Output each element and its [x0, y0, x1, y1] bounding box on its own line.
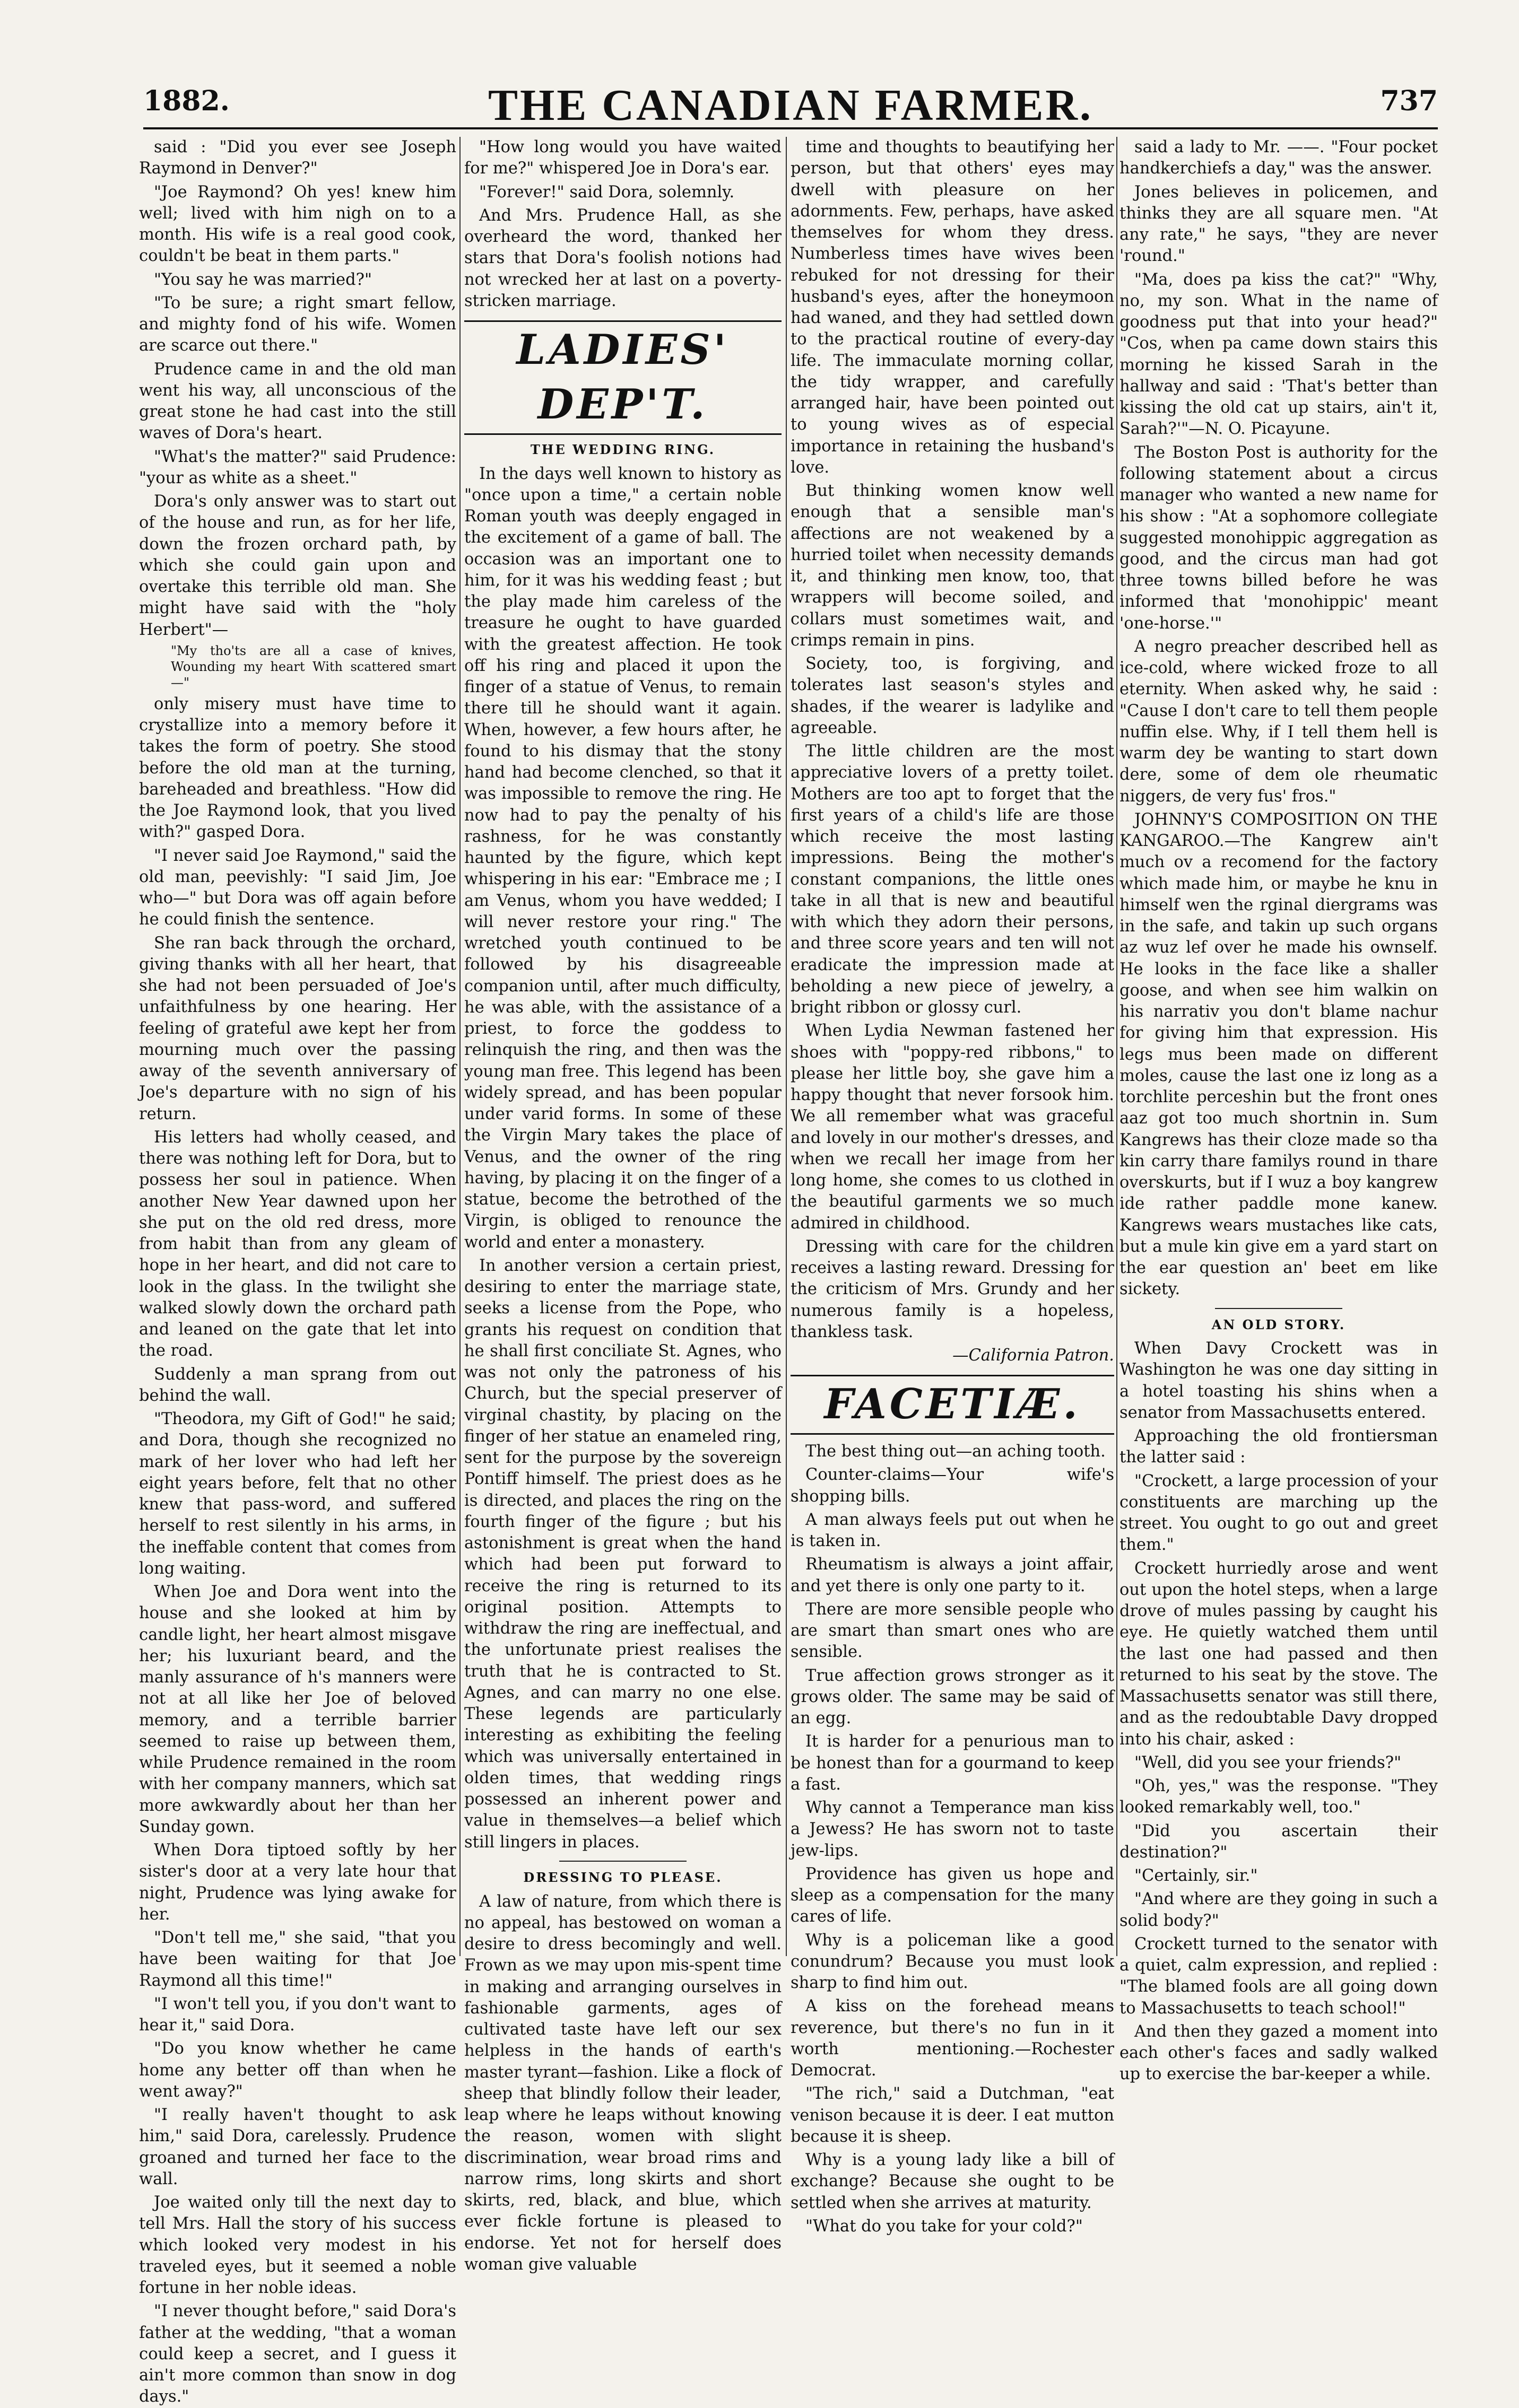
page-number: 737 [1380, 85, 1438, 117]
story-conclusion [464, 137, 782, 312]
column-3 [791, 137, 1114, 2236]
paragraph: "How long would you have waited for me?" whispered Joe in Dora's ear. [464, 138, 782, 178]
paragraph: When Dora tiptoed softly by her sister's door at a very late hour that night, Prudence was lying awake for her. [139, 1841, 456, 1924]
paragraph: A law of nature, from which there is no appeal, has bestowed on woman a desire to dress becomingly and well. Frown as we may upon mis-spent time in making and arranging ourselves in fashionable garments, ages of cultivated taste have left our sex helpless in the hands of earth's master tyrant—fashion. Like a flock of sheep that blindly follow their leader, leap where he leaps without knowing the reason, women with slight discrimination, wear broad rims and narrow rims, long skirts and short skirts, red, black, and blue, which ever fickle fortune is pleased to endorse. Yet not for herself does woman give valuable [464, 1892, 782, 2274]
paragraph: She ran back through the orchard, giving thanks with all her heart, that she had not been persuaded of Joe's unfaithfulness by one hearing. Her feeling of grateful awe kept her from mourning much over the passing away of the seventh anniversary of Joe's departure with no sign of his return. [139, 933, 456, 1123]
section-divider [1215, 1308, 1342, 1309]
paragraph: Why is a policeman like a good conundrum? Because you must look sharp to find him out. [791, 1931, 1114, 1993]
facetiae-list [791, 1441, 1114, 2237]
dressing-heading: DRESSING TO PLEASE. [523, 1869, 723, 1885]
paragraph: "To be sure; a right smart fellow, and mighty fond of his wife. Women are scarce out there." [139, 293, 456, 355]
paragraph: Prudence came in and the old man went his way, all unconscious of the great stone he had cast into the still waves of Dora's heart. [139, 360, 456, 443]
paragraph: And then they gazed a moment into each other's faces and sadly walked up to exercise the bar-keeper a while. [1119, 2022, 1438, 2084]
paragraph: "Joe Raymond? Oh yes! knew him well; lived with him nigh on to a month. His wife is a real good cook, couldn't be beat in them parts." [139, 182, 456, 266]
column-rule [1116, 137, 1117, 1956]
paragraph: His letters had wholly ceased, and there was nothing left for Dora, but to possess her soul in patience. When another New Year dawned upon her she put on the old red dress, more from habit than from any gleam of hope in her heart, and did not care to look in the glass. In the twilight she walked slowly down the orchard path and leaned on the gate that let into the road. [139, 1128, 456, 1360]
paragraph: "The rich," said a Dutchman, "eat venison because it is deer. I eat mutton because it is sheep. [791, 2084, 1114, 2146]
facetiae-heading: FACETIÆ. [791, 1375, 1114, 1435]
masthead-year: 1882. [143, 85, 230, 117]
paragraph: When Joe and Dora went into the house and she looked at him by candle light, her heart almost misgave her; his luxuriant beard, and the manly assurance of h's manners were not at all like her Joe of beloved memory, and a terrible barrier seemed to raise up between them, while Prudence remained in the room with her company manners, which sat more awkwardly about her than her Sunday gown. [139, 1583, 456, 1836]
paragraph: Jones believes in policemen, and thinks they are all square men. "At any rate," he says, "they are never 'round." [1119, 182, 1438, 266]
section-divider [559, 1861, 686, 1862]
paragraph: said : "Did you ever see Joseph Raymond in Denver?" [139, 138, 456, 178]
wedding-ring-heading: THE WEDDING RING. [530, 441, 716, 457]
ladies-dept-heading: LADIES' DEP'T. [464, 320, 782, 435]
paragraph: Approaching the old frontiersman the latter said : [1119, 1427, 1438, 1467]
paragraph: only misery must have time to crystallize into a memory before it takes the form of poetry. She stood before the old man at the turning, bareheaded and breathless. "How did the Joe Raymond look, that you lived with?" gasped Dora. [139, 694, 456, 842]
paragraph: "I never said Joe Raymond," said the old man, peevishly: "I said Jim, Joe who—" but Dora was off again before he could finish the sentence. [139, 846, 456, 929]
paragraph: When Davy Crockett was in Washington he was one day sitting in a hotel toasting his shins when a senator from Massachusetts entered. [1119, 1339, 1438, 1422]
paragraph: It is harder for a penurious man to be honest than for a gourmand to keep a fast. [791, 1732, 1114, 1794]
paragraph: In another version a certain priest, desiring to enter the marriage state, seeks a license from the Pope, who grants his request on condition that he shall first conciliate St. Agnes, who was not only the patroness of his Church, but the special preserver of virginal chastity, by placing on the finger of her statue an enameled ring, sent for the purpose by the sovereign Pontiff himself. The priest does as he is directed, and places the ring on the fourth finger of the figure ; but his astonishment is great when the hand which had been put forward to receive the ring is returned to its original position. Attempts to withdraw the ring are ineffectual, and the unfortunate priest realises the truth that he is contracted to St. Agnes, and can marry no one else. These legends are particularly interesting as exhibiting the feeling which was universally entertained in olden times, that wedding rings possessed an inherent power and value in themselves—a belief which still lingers in places. [464, 1256, 782, 1852]
paragraph: Why is a young lady like a bill of exchange? Because she ought to be settled when she arrives at maturity. [791, 2151, 1114, 2212]
paragraph: True affection grows stronger as it grows older. The same may be said of an egg. [791, 1666, 1114, 1728]
paragraph: "Oh, yes," was the response. "They looked remarkably well, too." [1119, 1777, 1438, 1817]
old-story-article [1119, 1338, 1438, 2086]
paragraph: "You say he was married?" [154, 270, 372, 289]
paragraph: Counter-claims—Your wife's shopping bills. [791, 1465, 1114, 1506]
jokes-list [1119, 137, 1438, 1301]
paragraph: "I never thought before," said Dora's father at the wedding, "that a woman could keep a secret, and I guess it ain't more common than snow in dog days." [139, 2302, 456, 2406]
paragraph: "Forever!" said Dora, solemnly. [479, 182, 735, 202]
paragraph: time and thoughts to beautifying her person, but that others' eyes may dwell with pleasure on her adornments. Few, perhaps, have asked themselves for whom they dress. Numberless times have wives been rebuked for not dressing for their husband's eyes, after the honeymoon had waned, and they had settled down to the practical routine of every-day life. The immaculate morning collar, the tidy wrapper, and carefully arranged hair, have been pointed out to young wives as of especial importance in retaining the husband's love. [791, 138, 1114, 477]
paragraph: "Well, did you see your friends?" [1134, 1753, 1402, 1772]
wedding-ring-article [464, 464, 782, 1853]
column-1 [139, 137, 456, 2406]
paragraph: Joe waited only till the next day to tell Mrs. Hall the story of his success which looked very modest in his traveled eyes, but it seemed a noble fortune in her noble ideas. [139, 2193, 456, 2297]
paragraph: A negro preacher described hell as ice-cold, where wicked froze to all eternity. When asked why, he said : "Cause I don't care to tell them people nuffin else. Why, if I tell them hell is warm dey be wanting to start down dere, some of dem ole rheumatic niggers, de very fus' fros." [1119, 637, 1438, 806]
paragraph: "What do you take for your cold?" [805, 2217, 1083, 2236]
paragraph: JOHNNY'S COMPOSITION ON THE KANGAROO.—The Kangrew ain't much ov a recomend for the factory which made him, or maybe he knu in himself wen the rginal diergrams was in the safe, and takin up such organs az wuz lef over he made his ownself. He looks in the face like a shaller goose, and when see him walkin on his narrativ you don't blame nachur for giving him that expression. His legs mus been made on different moles, cause the last one iz long as a torchlite perceshin but the front ones aaz got too much shortnin in. Sum Kangrews has their cloze made so tha kin carry thare familys round in thare overskurts, but if I wuz a boy kangrew ide rather paddle mone kanew. Kangrews wears mustaches like cats, but a mule kin give em a yard start on the ear question an' beet em like sickety. [1119, 810, 1438, 1299]
paragraph: The Boston Post is authority for the following statement about a circus manager who wanted a new name for his show : "At a sophomore collegiate suggested monohippic aggregation as good, and the circus man had got three towns billed before he was informed that 'monohippic' meant 'one-horse.'" [1119, 443, 1438, 633]
paragraph: "Certainly, sir." [1134, 1866, 1258, 1886]
paragraph: Dora's only answer was to start out of the house and run, as for her life, down the frozen orchard path, by which she could gain upon and overtake this terrible old man. She might have said with the "holy Herbert"— [139, 492, 456, 639]
dressing-article-continued [791, 137, 1114, 1343]
paragraph: "Don't tell me," she said, "that you have been waiting for that Joe Raymond all this time!" [139, 1929, 456, 1990]
source-credit: —California Patron. [952, 1346, 1114, 1365]
paragraph: A kiss on the forehead means reverence, but there's no fun in it worth mentioning.—Rochester Democrat. [791, 1997, 1114, 2080]
paragraph: The best thing out—an aching tooth. [805, 1442, 1106, 1461]
column-4 [1119, 137, 1438, 2084]
paragraph: And Mrs. Prudence Hall, as she overheard the word, thanked her stars that Dora's foolish notions had not wrecked her at last on a poverty-stricken marriage. [464, 206, 782, 310]
column-2 [464, 137, 782, 2274]
verse-quote: "My tho'ts are all a case of knives, Wounding my heart With scattered smart—" [171, 643, 456, 690]
paragraph: Rheumatism is always a joint affair, and yet there is only one party to it. [791, 1555, 1114, 1595]
column-rule [459, 137, 461, 1956]
paragraph: Suddenly a man sprang from out behind the wall. [139, 1365, 456, 1405]
paragraph: "Do you know whether he came home any better off than when he went away?" [139, 2039, 456, 2101]
paragraph: said a lady to Mr. ——. "Four pocket handkerchiefs a day," was the answer. [1119, 138, 1438, 178]
paragraph: "I really haven't thought to ask him," said Dora, carelessly. Prudence groaned and turned her face to the wall. [139, 2106, 456, 2188]
old-story-heading: AN OLD STORY. [1211, 1316, 1346, 1332]
paragraph: But thinking women know well enough that a sensible man's affections are not weakened by a hurried toilet when necessity demands it, and thinking men know, too, that wrappers will become soiled, and collars must sometimes wait, and crimps remain in pins. [791, 482, 1114, 650]
masthead-title: THE CANADIAN FARMER. [488, 81, 1093, 130]
paragraph: "Did you ascertain their destination?" [1119, 1821, 1438, 1862]
paragraph: Crockett hurriedly arose and went out upon the hotel steps, when a large drove of mules passing by caught his eye. He quietly watched them until the last one had passed and then returned to his seat by the stove. The Massachusetts senator was still there, and as the redoubtable Davy dropped into his chair, asked : [1119, 1559, 1438, 1749]
paragraph: There are more sensible people who are smart than smart ones who are sensible. [791, 1600, 1114, 1662]
paragraph: The little children are the most appreciative lovers of a pretty toilet. Mothers are too apt to forget that the first years of a child's life are those which receive the most lasting impressions. Being the mother's constant companions, the little ones take in all that is new and beautiful with which they adorn their persons, and three score years and ten will not eradicate the impression made at beholding a new piece of jewelry, a bright ribbon or glossy curl. [791, 742, 1114, 1017]
paragraph: "Theodora, my Gift of God!" he said; and Dora, though she recognized no mark of her lover who had left her eight years before, felt that no other knew that pass-word, and suffered herself to rest silently in his arms, in the ineffable content that comes from long waiting. [139, 1410, 456, 1578]
paragraph: In the days well known to history as "once upon a time," a certain noble Roman youth was deeply engaged in the excitement of a game of ball. The occasion was an important one to him, for it was his wedding feast ; but the play made him careless of the treasure he ought to have guarded with the greatest affection. He took off his ring and placed it upon the finger of a statue of Venus, to remain there till he should want it again. When, however, a few hours after, he found to his dismay that the stony hand had become clenched, so that it was impossible to remove the ring. He now had to pay the penalty of his rashness, for he was constantly haunted by the figure, which kept whispering in his ear: "Embrace me ; I am Venus, whom you have wedded; I will never restore your ring." The wretched youth continued to be followed by his disagreeable companion until, after much difficulty, he was able, with the assistance of a priest, to force the goddess to relinquish the ring, and then was the young man free. This legend has been widely spread, and has been popular under varid forms. In some of these the Virgin Mary takes the place of Venus, and the owner of the ring having, by placing it on the finger of a statue, become the betrothed of the Virgin, is obliged to renounce the world and enter a monastery. [464, 464, 782, 1252]
paragraph: Why cannot a Temperance man kiss a Jewess? He has sworn not to taste jew-lips. [791, 1799, 1114, 1860]
dressing-article [464, 1891, 782, 2276]
paragraph: A man always feels put out when he is taken in. [791, 1510, 1114, 1551]
masthead [143, 80, 1438, 129]
paragraph: Society, too, is forgiving, and tolerates last season's styles and shades, if the wearer is ladylike and agreeable. [791, 655, 1114, 737]
paragraph: "What's the matter?" said Prudence: "your as white as a sheet." [139, 447, 456, 487]
paragraph: When Lydia Newman fastened her shoes with "poppy-red ribbons," to please her little boy, she gave him a happy thought that never forsook him. We all remember what was graceful and lovely in our mother's dresses, and when we recall her image from her long home, she comes to us clothed in the beautiful garments we so much admired in childhood. [791, 1022, 1114, 1233]
column-rule [786, 137, 787, 1956]
paragraph: Providence has given us hope and sleep as a compensation for the many cares of life. [791, 1864, 1114, 1926]
paragraph: Crockett turned to the senator with a quiet, calm expression, and replied : "The blamed fools are all going down to Massachusetts to teach school!" [1119, 1934, 1438, 2018]
paragraph: "Ma, does pa kiss the cat?" "Why, no, my son. What in the name of goodness put that into your head?" "Cos, when pa came down stairs this morning he kissed Sarah in the hallway and said : 'That's better than kissing the old cat up stairs, ain't it, Sarah?'"—N. O. Picayune. [1119, 270, 1438, 439]
paragraph: Dressing with care for the children receives a lasting reward. Dressing for the criticism of Mrs. Grundy and her numerous family is a hopeless, thankless task. [791, 1237, 1114, 1341]
paragraph: "I won't tell you, if you don't want to hear it," said Dora. [139, 1994, 456, 2035]
paragraph: "Crockett, a large procession of your constituents are marching up the street. You ought to go out and greet them." [1119, 1471, 1438, 1555]
paragraph: "And where are they going in such a solid body?" [1119, 1890, 1438, 1930]
